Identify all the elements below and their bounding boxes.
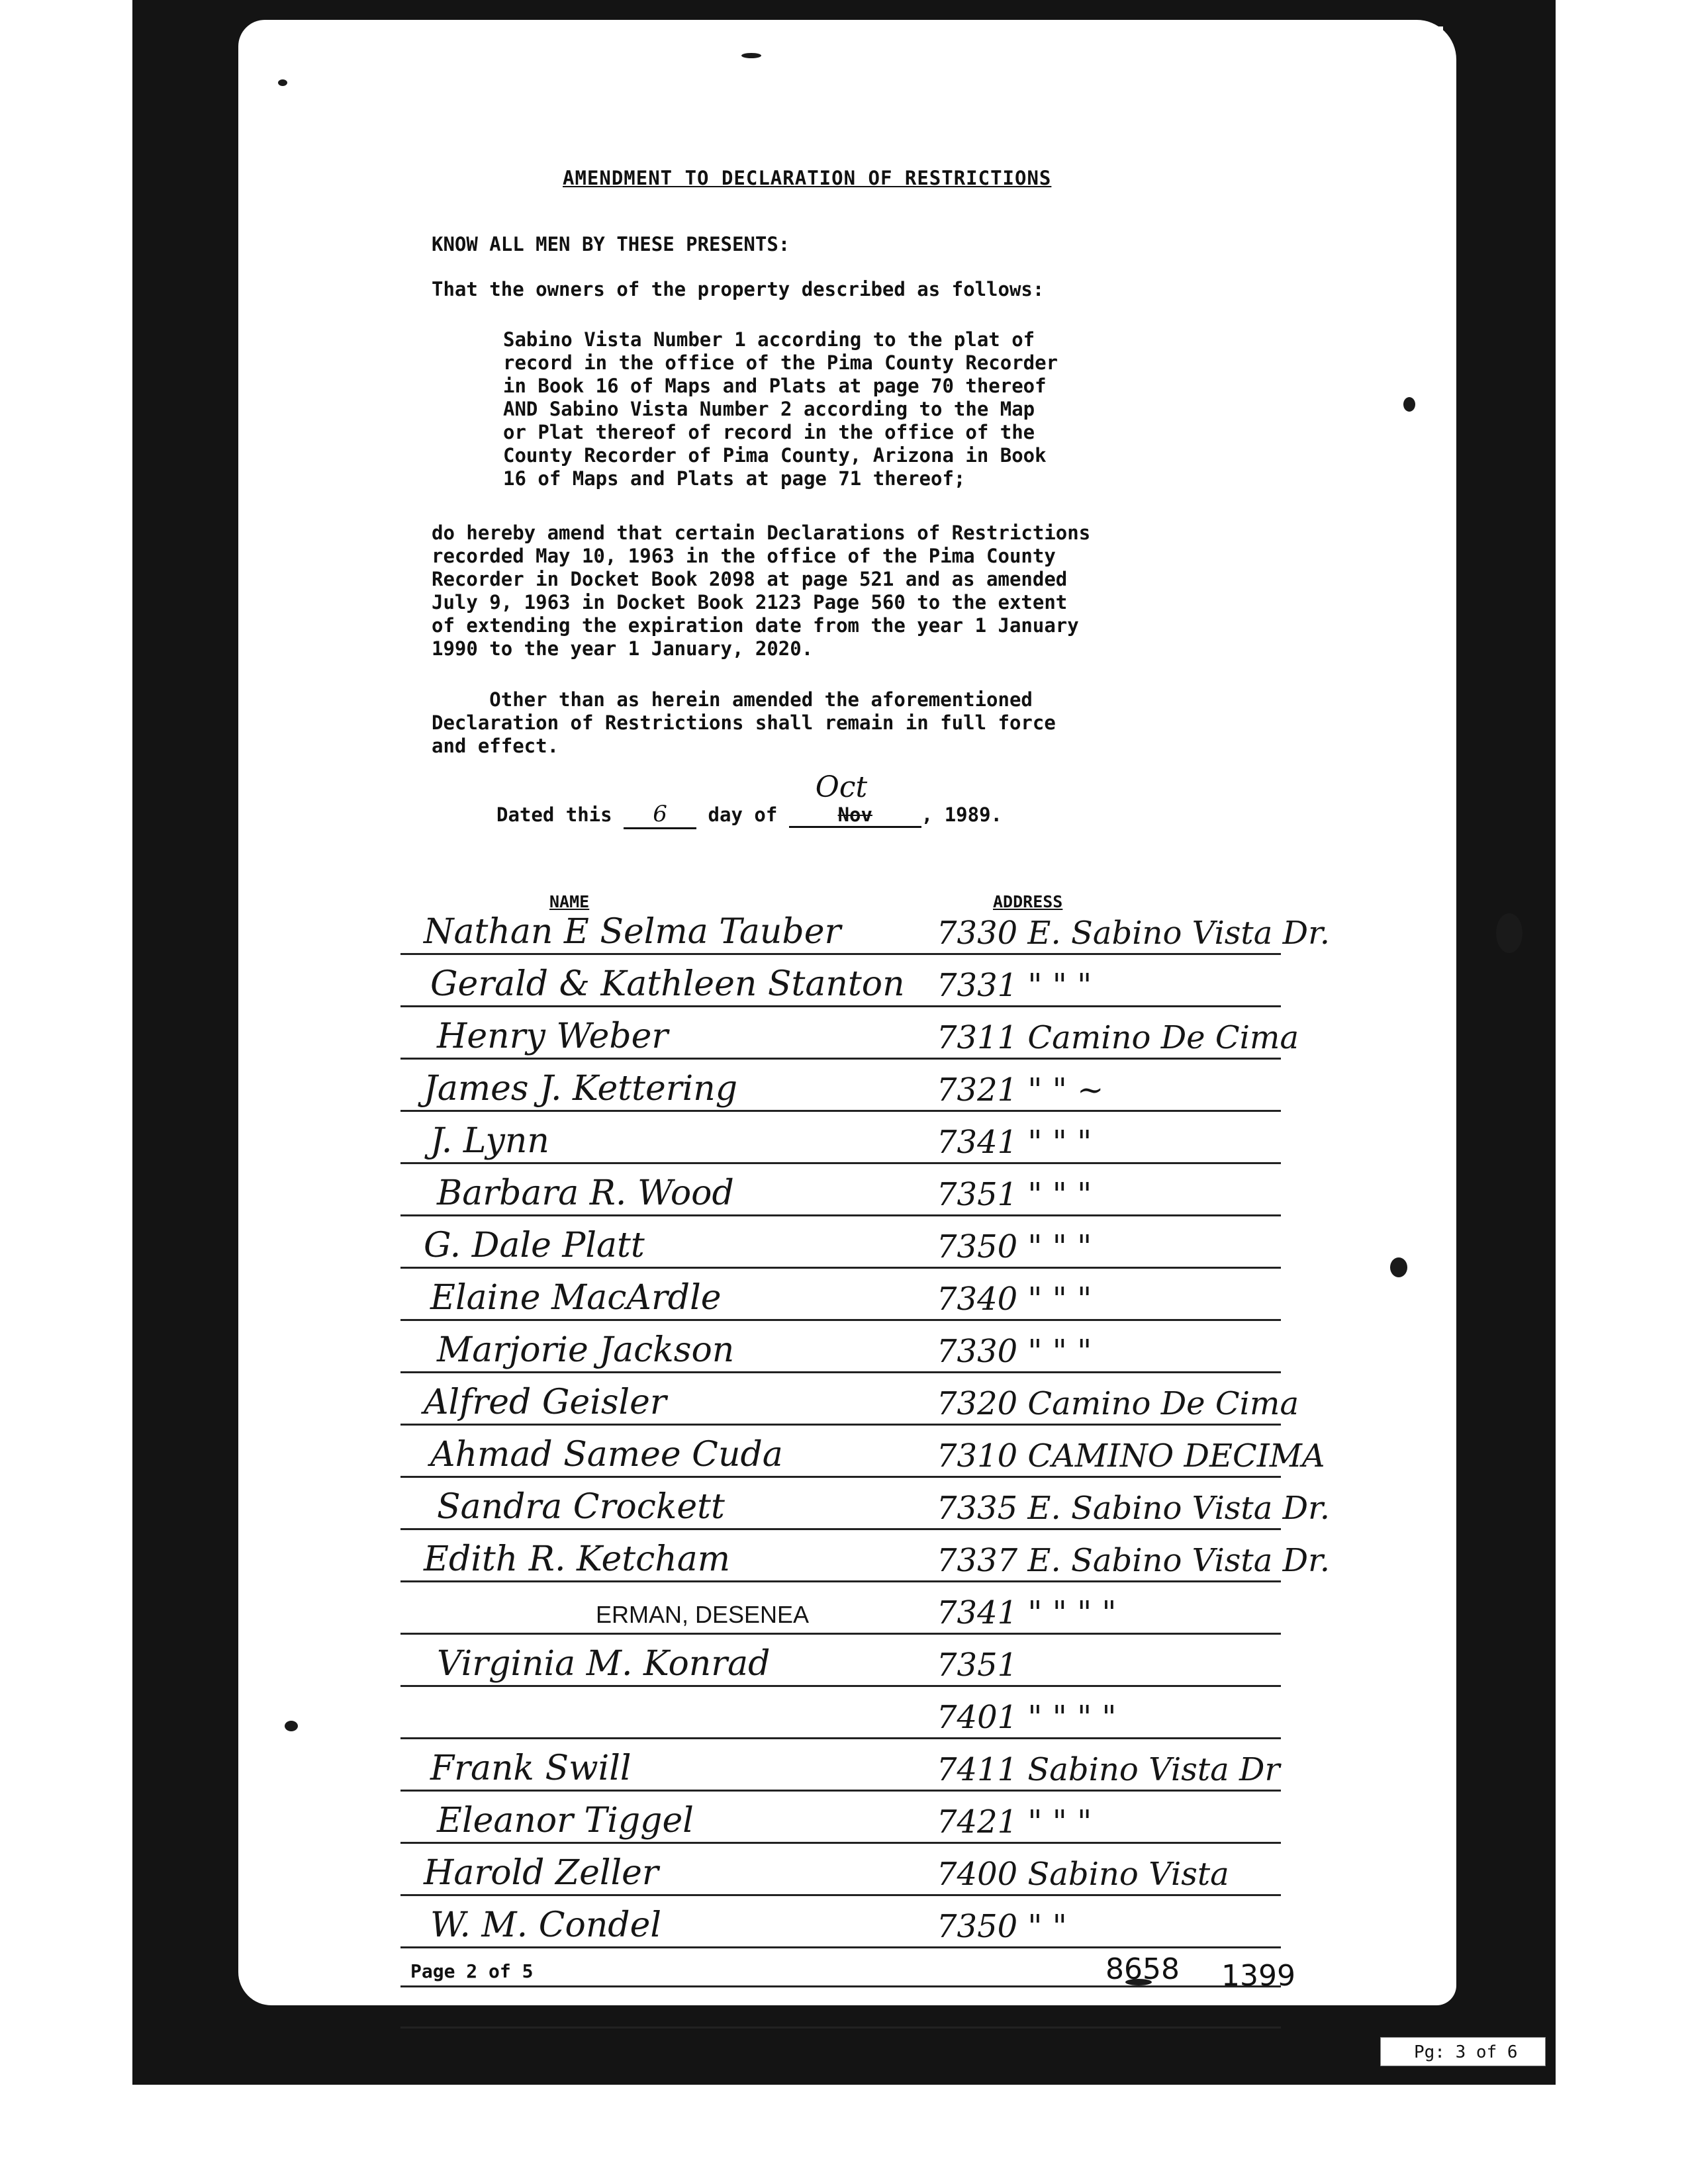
signature-name: J. Lynn: [430, 1121, 549, 1161]
property-line: in Book 16 of Maps and Plats at page 70 thereof: [503, 375, 1047, 397]
signature-row-line: [400, 1371, 1281, 1373]
signature-row-line: [400, 1476, 1281, 1478]
signature-row-line: [400, 1005, 1281, 1007]
dated-day-blank: [624, 801, 696, 829]
signature-address: 7310 CAMINO DECIMA: [937, 1437, 1325, 1475]
property-line: record in the office of the Pima County Recorder: [503, 351, 1058, 374]
signature-name: Edith R. Ketcham: [424, 1539, 731, 1579]
other-line: and effect.: [432, 735, 559, 757]
dated-year: , 1989.: [921, 803, 1002, 826]
signature-address: 7330 E. Sabino Vista Dr.: [937, 915, 1330, 952]
signature-row-line: [400, 953, 1281, 955]
signature-row-line: [400, 1894, 1281, 1896]
signature-name: Ahmad Samee Cuda: [430, 1435, 783, 1475]
signature-name: Virginia M. Konrad: [437, 1644, 771, 1684]
other-paragraph: [432, 688, 1056, 758]
signature-address: 7320 Camino De Cima: [937, 1385, 1299, 1422]
amendment-line: of extending the expiration date from the year 1 January: [432, 614, 1079, 637]
property-line: or Plat thereof of record in the office of the: [503, 421, 1035, 443]
signature-name: Elaine MacArdle: [430, 1278, 722, 1318]
record-page-number: 1399: [1221, 1959, 1295, 1993]
dated-month-blank: [789, 770, 921, 828]
signature-address: 7321 " " ~: [937, 1071, 1104, 1109]
page-number: Page 2 of 5: [410, 1960, 534, 1982]
signature-name: Alfred Geisler: [424, 1383, 667, 1422]
property-line: County Recorder of Pima County, Arizona in Book: [503, 444, 1047, 467]
signature-row-line: [400, 1528, 1281, 1530]
dated-line: [496, 770, 1002, 829]
signature-address: 7411 Sabino Vista Dr: [937, 1751, 1280, 1788]
signature-name: Frank Swill: [430, 1749, 632, 1788]
signature-address: 7421 " " ": [937, 1803, 1092, 1841]
signature-address: 7350 " " ": [937, 1228, 1092, 1265]
amendment-line: recorded May 10, 1963 in the office of the Pima County: [432, 545, 1056, 567]
docket-number: 8658: [1105, 1952, 1180, 1986]
signature-row-line: [400, 2026, 1281, 2028]
signature-row-line: [400, 1946, 1281, 1948]
signature-name: Sandra Crockett: [437, 1487, 725, 1527]
signature-address: 7337 E. Sabino Vista Dr.: [937, 1542, 1330, 1579]
signature-address: 7400 Sabino Vista: [937, 1856, 1229, 1893]
signature-row-line: [400, 1842, 1281, 1844]
signature-row-line: [400, 1424, 1281, 1426]
signature-row-line: [400, 1058, 1281, 1060]
property-line: 16 of Maps and Plats at page 71 thereof;: [503, 467, 966, 490]
signature-row-line: [400, 1214, 1281, 1216]
property-line: Sabino Vista Number 1 according to the plat of: [503, 328, 1035, 351]
signature-name: Gerald & Kathleen Stanton: [430, 964, 905, 1004]
amendment-line: 1990 to the year 1 January, 2020.: [432, 637, 814, 660]
dated-prefix: Dated this: [496, 803, 612, 826]
signature-address: 7335 E. Sabino Vista Dr.: [937, 1490, 1330, 1527]
column-header-address: ADDRESS: [993, 892, 1063, 911]
signature-row-line: [400, 1685, 1281, 1687]
property-description: [503, 328, 1058, 490]
signature-name: Nathan E Selma Tauber: [424, 912, 841, 952]
signature-row-line: [400, 1580, 1281, 1582]
signature-address: 7340 " " ": [937, 1281, 1092, 1318]
amendment-line: do hereby amend that certain Declarations of Restrictions: [432, 522, 1091, 544]
signature-address: 7351: [937, 1647, 1018, 1684]
signature-name: Eleanor Tiggel: [437, 1801, 694, 1841]
dated-month-handwritten: Oct: [815, 770, 868, 804]
dated-mid: day of: [708, 803, 778, 826]
signature-name: Marjorie Jackson: [437, 1330, 735, 1370]
property-line: AND Sabino Vista Number 2 according to the Map: [503, 398, 1035, 420]
signature-row-line: [400, 1633, 1281, 1635]
signature-address: 7401 " " " ": [937, 1699, 1117, 1736]
signature-row-line: [400, 1267, 1281, 1269]
amendment-line: Recorder in Docket Book 2098 at page 521 and as amended: [432, 568, 1068, 590]
signature-name: W. M. Condel: [430, 1905, 661, 1945]
intro-line: KNOW ALL MEN BY THESE PRESENTS:: [432, 233, 790, 255]
other-line: Other than as herein amended the aforementioned: [432, 688, 1033, 711]
signature-address: 7311 Camino De Cima: [937, 1019, 1299, 1056]
signature-row-line: [400, 1319, 1281, 1321]
signature-row-line: [400, 1110, 1281, 1112]
signature-row-line: [400, 1162, 1281, 1164]
signature-name: Barbara R. Wood: [437, 1173, 734, 1213]
signature-address: 7350 " ": [937, 1908, 1067, 1945]
signature-address: 7331 " " ": [937, 967, 1092, 1004]
signature-name: James J. Kettering: [424, 1069, 738, 1109]
other-line: Declaration of Restrictions shall remain in full force: [432, 711, 1056, 734]
signature-row-line: [400, 1790, 1281, 1792]
signature-name: G. Dale Platt: [424, 1226, 645, 1265]
amendment-paragraph: [432, 522, 1090, 660]
amendment-line: July 9, 1963 in Docket Book 2123 Page 560 to the extent: [432, 591, 1068, 614]
pg-stamp: Pg: 3 of 6: [1380, 2037, 1546, 2066]
signature-address: 7341 " " ": [937, 1124, 1092, 1161]
signature-address: 7341 " " " ": [937, 1594, 1117, 1631]
signature-address: 7330 " " ": [937, 1333, 1092, 1370]
dated-day: 6: [653, 801, 667, 827]
owners-line: That the owners of the property described as follows:: [432, 278, 1045, 300]
column-header-name: NAME: [549, 892, 590, 911]
signature-name: ERMAN, DESENEA: [596, 1601, 810, 1628]
signature-name: Henry Weber: [437, 1017, 669, 1056]
signature-name: Harold Zeller: [424, 1853, 659, 1893]
dated-month-struck: Nov: [837, 803, 872, 826]
signature-row-line: [400, 1737, 1281, 1739]
signature-address: 7351 " " ": [937, 1176, 1092, 1213]
document-title: AMENDMENT TO DECLARATION OF RESTRICTIONS: [563, 167, 1052, 189]
